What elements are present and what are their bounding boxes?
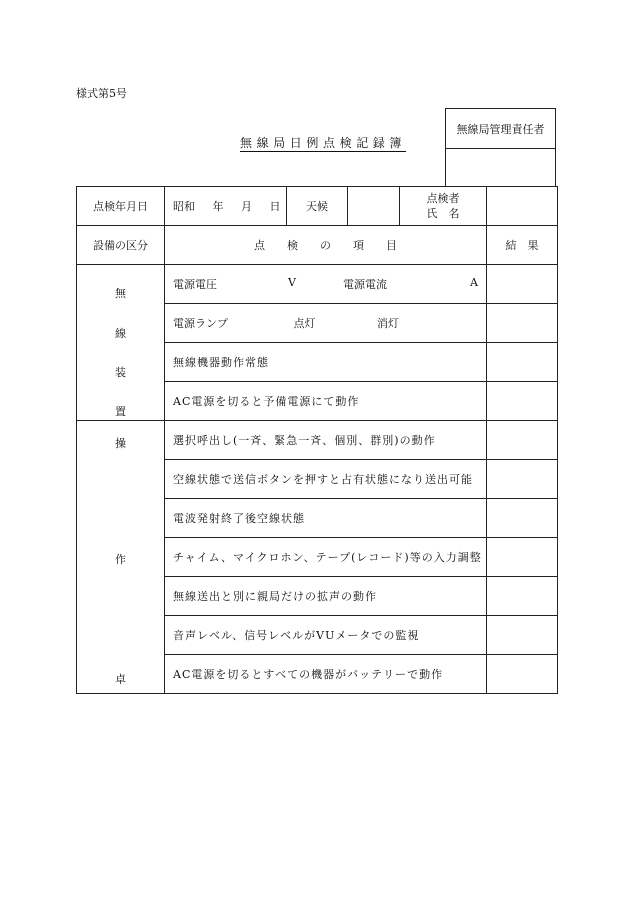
lamp-off-label: 消灯: [377, 317, 399, 330]
table-row: [77, 421, 558, 460]
column-header-row: [77, 226, 558, 265]
amp-unit: A: [470, 276, 478, 289]
item-text: 無線送出と別に親局だけの拡声の動作: [165, 577, 487, 616]
item-text: 選択呼出し(一斉、緊急一斉、個別、群別)の動作: [165, 421, 487, 460]
inspection-table: [76, 186, 558, 694]
item-text: チャイム、マイクロホン、テープ(レコード)等の入力調整: [165, 538, 487, 577]
category-radio-equipment: [77, 265, 165, 421]
result-cell: [487, 265, 558, 304]
item-text: 空線状態で送信ボタンを押すと占有状態になり送出可能: [165, 460, 487, 499]
date-field: [165, 187, 287, 226]
item-text: 電波発射終了後空線状態: [165, 499, 487, 538]
result-cell: [487, 421, 558, 460]
manager-box: [445, 108, 556, 187]
era-label: 昭和: [173, 200, 195, 213]
power-voltage-label: 電源電圧: [173, 278, 217, 291]
category-console: [77, 421, 165, 694]
header-row: [77, 187, 558, 226]
inspector-label: [400, 187, 487, 226]
category-char: 卓: [115, 673, 126, 686]
result-cell: [487, 304, 558, 343]
volt-unit: V: [288, 276, 296, 289]
items-header: 点 検 の 項 目: [165, 226, 487, 265]
category-char: 無: [115, 287, 126, 300]
category-header: 設備の区分: [77, 226, 165, 265]
result-cell: [487, 577, 558, 616]
result-cell: [487, 343, 558, 382]
item-text: AC電源を切ると予備電源にて動作: [165, 382, 487, 421]
result-header: 結 果: [487, 226, 558, 265]
date-label: 点検年月日: [77, 187, 165, 226]
item-text: 無線機器動作常態: [165, 343, 487, 382]
inspector-label-line1: 点検者: [426, 192, 460, 205]
manager-label: 無線局管理責任者: [446, 109, 555, 149]
item-text: AC電源を切るとすべての機器がバッテリーで動作: [165, 655, 487, 694]
item-power: [165, 265, 487, 304]
lamp-on-label: 点灯: [293, 317, 316, 330]
result-cell: [487, 499, 558, 538]
result-cell: [487, 538, 558, 577]
result-cell: [487, 460, 558, 499]
category-char: 操: [115, 437, 126, 450]
item-text: 音声レベル、信号レベルがVUメータでの監視: [165, 616, 487, 655]
result-cell: [487, 655, 558, 694]
category-char: 置: [115, 405, 126, 418]
result-cell: [487, 382, 558, 421]
power-current-label: 電源電流: [343, 278, 388, 291]
document-title: 無線局日例点検記録簿: [240, 136, 407, 150]
day-label: 日: [269, 200, 281, 213]
form-number: 様式第5号: [76, 87, 127, 100]
year-label: 年: [212, 200, 224, 213]
result-cell: [487, 616, 558, 655]
month-label: 月: [241, 200, 252, 213]
category-char: 作: [115, 553, 126, 566]
weather-value: [348, 187, 400, 226]
category-char: 線: [115, 327, 126, 340]
inspector-label-line2: 氏 名: [426, 207, 460, 220]
item-power-lamp: [165, 304, 487, 343]
weather-label: 天候: [287, 187, 348, 226]
table-row: [77, 265, 558, 304]
power-lamp-label: 電源ランプ: [173, 317, 228, 330]
category-char: 装: [115, 366, 126, 379]
inspector-value: [487, 187, 558, 226]
